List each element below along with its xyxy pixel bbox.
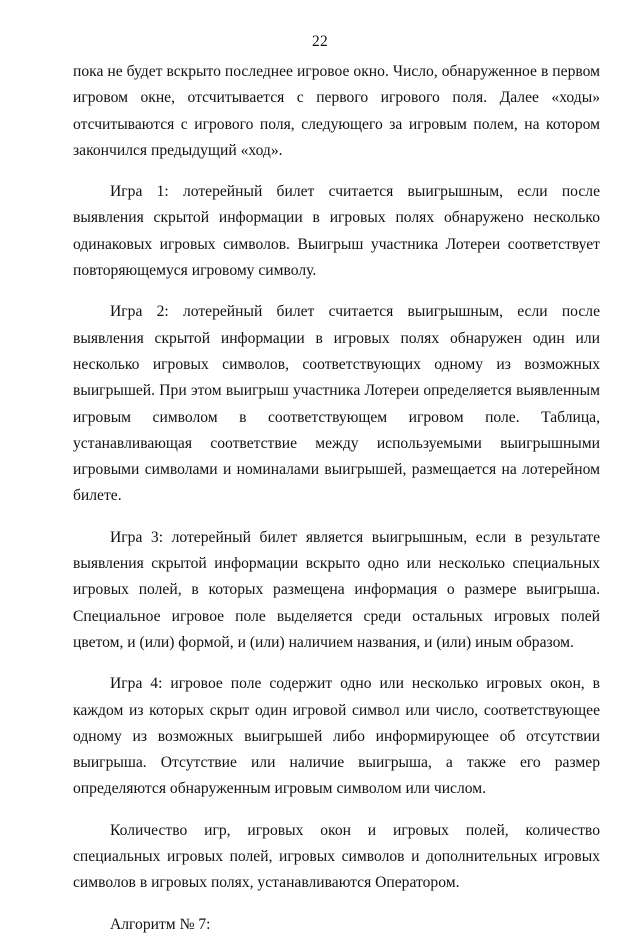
paragraph-game-1: Игра 1: лотерейный билет считается выигрышным, если после выявления скрытой информации в игровых полях обнаружено несколько одинаковых игровых символов. Выигрыш участника Лотереи соответствует повторяющемуся игровому символу. <box>73 183 600 280</box>
paragraph-game-3: Игра 3: лотерейный билет является выигрышным, если в результате выявления скрытой информации вскрыто одно или несколько специальных игровых полей, в которых размещена информация о размере выигрыша. Специальное игровое поле выделяется среди остальных игровых полей цветом, и (или) формой, и (или) наличием названия, и (или) иным образом. <box>73 528 600 651</box>
page-number: 22 <box>311 33 329 50</box>
paragraph-continuation: пока не будет вскрыто последнее игровое окно. Число, обнаруженное в первом игровом окне, отсчитывается с первого игрового поля. Далее «ходы» отсчитываются с игрового поля, следующего за игровым полем, на котором закончился предыдущий «ход». <box>73 63 600 159</box>
paragraph-quantity-settings: Количество игр, игровых окон и игровых полей, количество специальных игровых полей, игровых символов и дополнительных игровых символов в игровых полях, устанавливаются Оператором. <box>73 821 600 892</box>
paragraph-game-2: Игра 2: лотерейный билет считается выигрышным, если после выявления скрытой информации в игровых полях обнаружен один или несколько игровых символов, соответствующих одному из возможных выигрышей. При этом выигрыш участника Лотереи определяется выявленным игровым символом в соответствующем игровом поле. Таблица, устанавливающая соответствие между используемыми выигрышными игровыми символами и номиналами выигрышей, размещается на лотерейном билете. <box>73 303 600 505</box>
document-body <box>73 59 600 938</box>
paragraph-game-4: Игра 4: игровое поле содержит одно или несколько игровых окон, в каждом из которых скрыт один игровой символ или число, соответствующее одному из возможных выигрышей либо информирующее об отсутствии выигрыша. Отсутствие или наличие выигрыша, а также его размер определяются обнаруженным игровым символом или числом. <box>73 675 600 798</box>
algorithm-heading: Алгоритм № 7: <box>110 915 211 933</box>
